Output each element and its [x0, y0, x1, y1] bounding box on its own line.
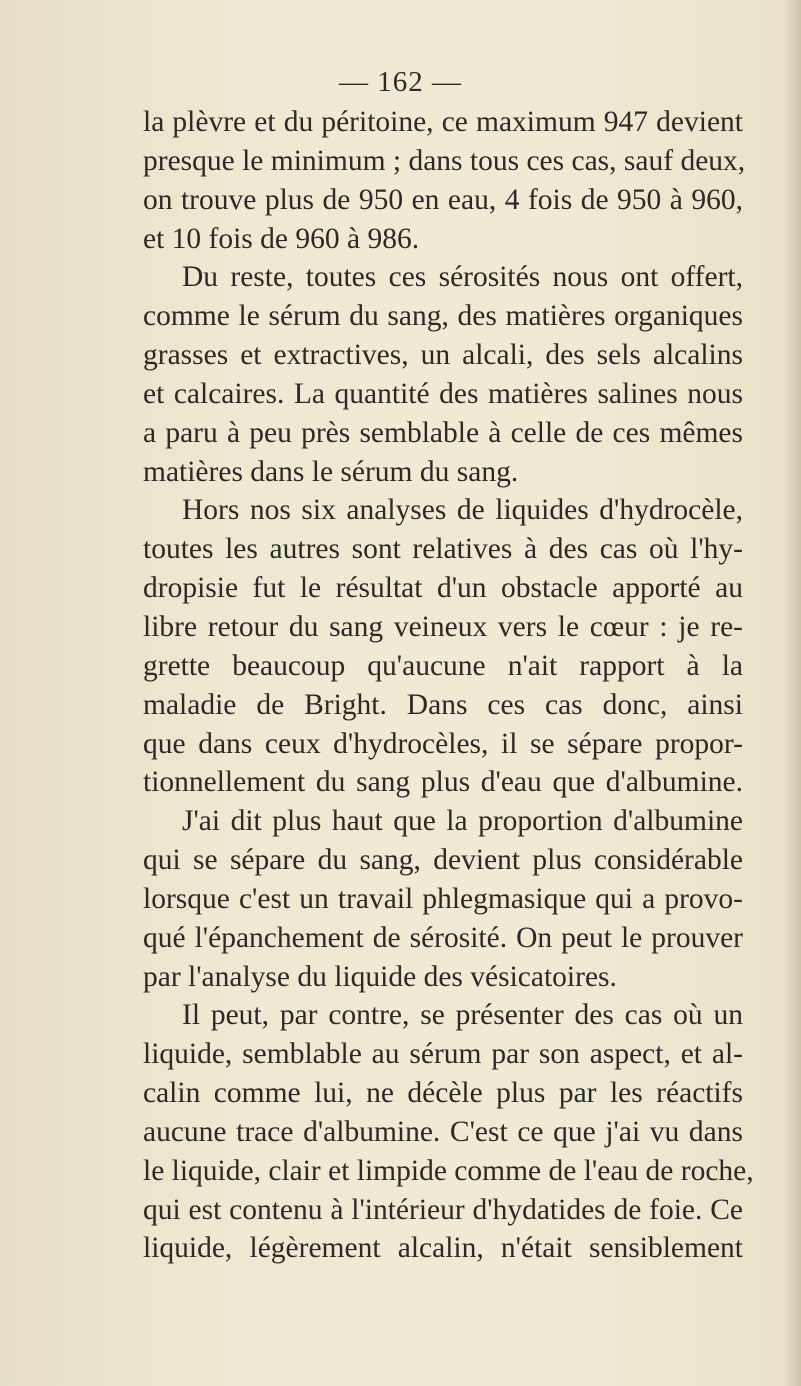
text-line: que dans ceux d'hydrocèles, il se sépare propor- [143, 727, 743, 760]
text-line: grette beaucoup qu'aucune n'ait rapport à la [143, 649, 743, 682]
text-line: toutes les autres sont relatives à des cas où l'hy- [143, 533, 743, 566]
text-line: Du reste, toutes ces sérosités nous ont offert, [182, 261, 743, 294]
page-number: — 162 — [339, 66, 462, 98]
text-line: qui est contenu à l'intérieur d'hydatides de foie. Ce [143, 1193, 743, 1226]
text-line: liquide, légèrement alcalin, n'était sensiblement [143, 1232, 743, 1265]
text-line: et 10 fois de 960 à 986. [143, 222, 420, 255]
text-line: on trouve plus de 950 en eau, 4 fois de 950 à 960, [143, 183, 743, 216]
body-text [143, 103, 754, 1268]
text-line: qué l'épanchement de sérosité. On peut le prouver [143, 921, 743, 954]
text-line: le liquide, clair et limpide comme de l'eau de roche, [143, 1154, 754, 1187]
text-line: libre retour du sang veineux vers le cœur : je re- [143, 610, 743, 643]
text-line: lorsque c'est un travail phlegmasique qui a provo- [143, 882, 743, 915]
text-line: comme le sérum du sang, des matières organiques [143, 300, 743, 333]
text-line: Il peut, par contre, se présenter des cas où un [182, 999, 743, 1032]
text-line: presque le minimum ; dans tous ces cas, sauf deux, [143, 144, 746, 177]
text-line: qui se sépare du sang, devient plus considérable [143, 844, 743, 877]
text-line: maladie de Bright. Dans ces cas donc, ainsi [143, 688, 743, 721]
text-line: liquide, semblable au sérum par son aspect, et al- [143, 1038, 743, 1071]
text-line: et calcaires. La quantité des matières salines nous [143, 377, 743, 410]
text-line: calin comme lui, ne décèle plus par les réactifs [143, 1077, 743, 1110]
page-edge-shadow [783, 0, 801, 1386]
text-line: a paru à peu près semblable à celle de ces mêmes [143, 416, 743, 449]
text-line: dropisie fut le résultat d'un obstacle apporté au [143, 572, 743, 605]
text-line: grasses et extractives, un alcali, des sels alcalins [143, 339, 743, 372]
text-line: la plèvre et du péritoine, ce maximum 947 devient [143, 106, 743, 138]
text-line: J'ai dit plus haut que la proportion d'albumine [182, 805, 743, 838]
text-line: par l'analyse du liquide des vésicatoires. [143, 960, 617, 993]
text-line: tionnellement du sang plus d'eau que d'albumine. [143, 766, 743, 799]
text-line: matières dans le sérum du sang. [143, 455, 519, 488]
text-line: Hors nos six analyses de liquides d'hydrocèle, [182, 494, 743, 527]
text-line: aucune trace d'albumine. C'est ce que j'ai vu dans [143, 1115, 743, 1148]
